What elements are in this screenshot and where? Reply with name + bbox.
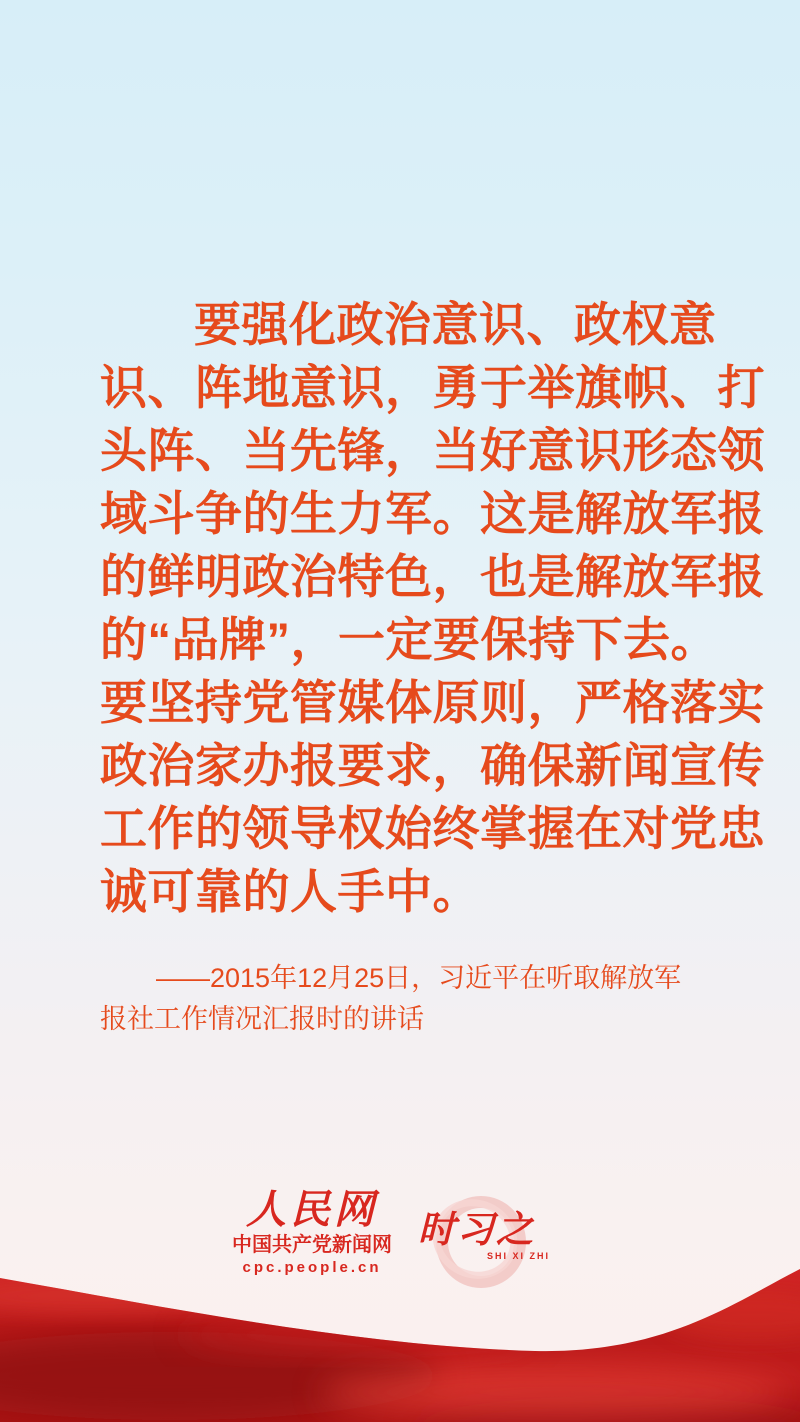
- citation-line: 报社工作情况汇报时的讲话: [100, 1004, 424, 1034]
- quote-line: 域斗争的生力军。这是解放军报: [100, 487, 765, 540]
- quote-line: 工作的领导权始终掌握在对党忠: [100, 802, 765, 855]
- quote-line: 要强化政治意识、政权意: [194, 298, 717, 351]
- quote-line: 头阵、当先锋，当好意识形态领: [100, 424, 765, 477]
- quote-line: 的“品牌”，一定要保持下去。: [100, 613, 718, 666]
- cpc-news-site-url: cpc.people.cn: [242, 1259, 382, 1276]
- quote-line: 诚可靠的人手中。: [100, 865, 480, 918]
- citation-line: ——2015年12月25日，习近平在听取解放军: [156, 963, 682, 993]
- shixizhi-pinyin: SHI XI ZHI: [486, 1251, 550, 1261]
- cpc-news-site-name: 中国共产党新闻网: [232, 1234, 392, 1256]
- people-daily-script-wordmark: 人民网: [246, 1188, 378, 1232]
- red-ribbon-wave: [0, 1260, 800, 1422]
- quote-line: 识、阵地意识，勇于举旗帜、打: [100, 361, 765, 414]
- quote-line: 的鲜明政治特色，也是解放军报: [100, 550, 765, 603]
- quote-citation: [100, 958, 715, 1040]
- shixizhi-wordmark: 时习之: [418, 1209, 535, 1250]
- quote-line: 政治家办报要求，确保新闻宣传: [100, 739, 765, 792]
- quote-line: 要坚持党管媒体原则，严格落实: [100, 676, 765, 729]
- quote-text-block: [100, 293, 765, 923]
